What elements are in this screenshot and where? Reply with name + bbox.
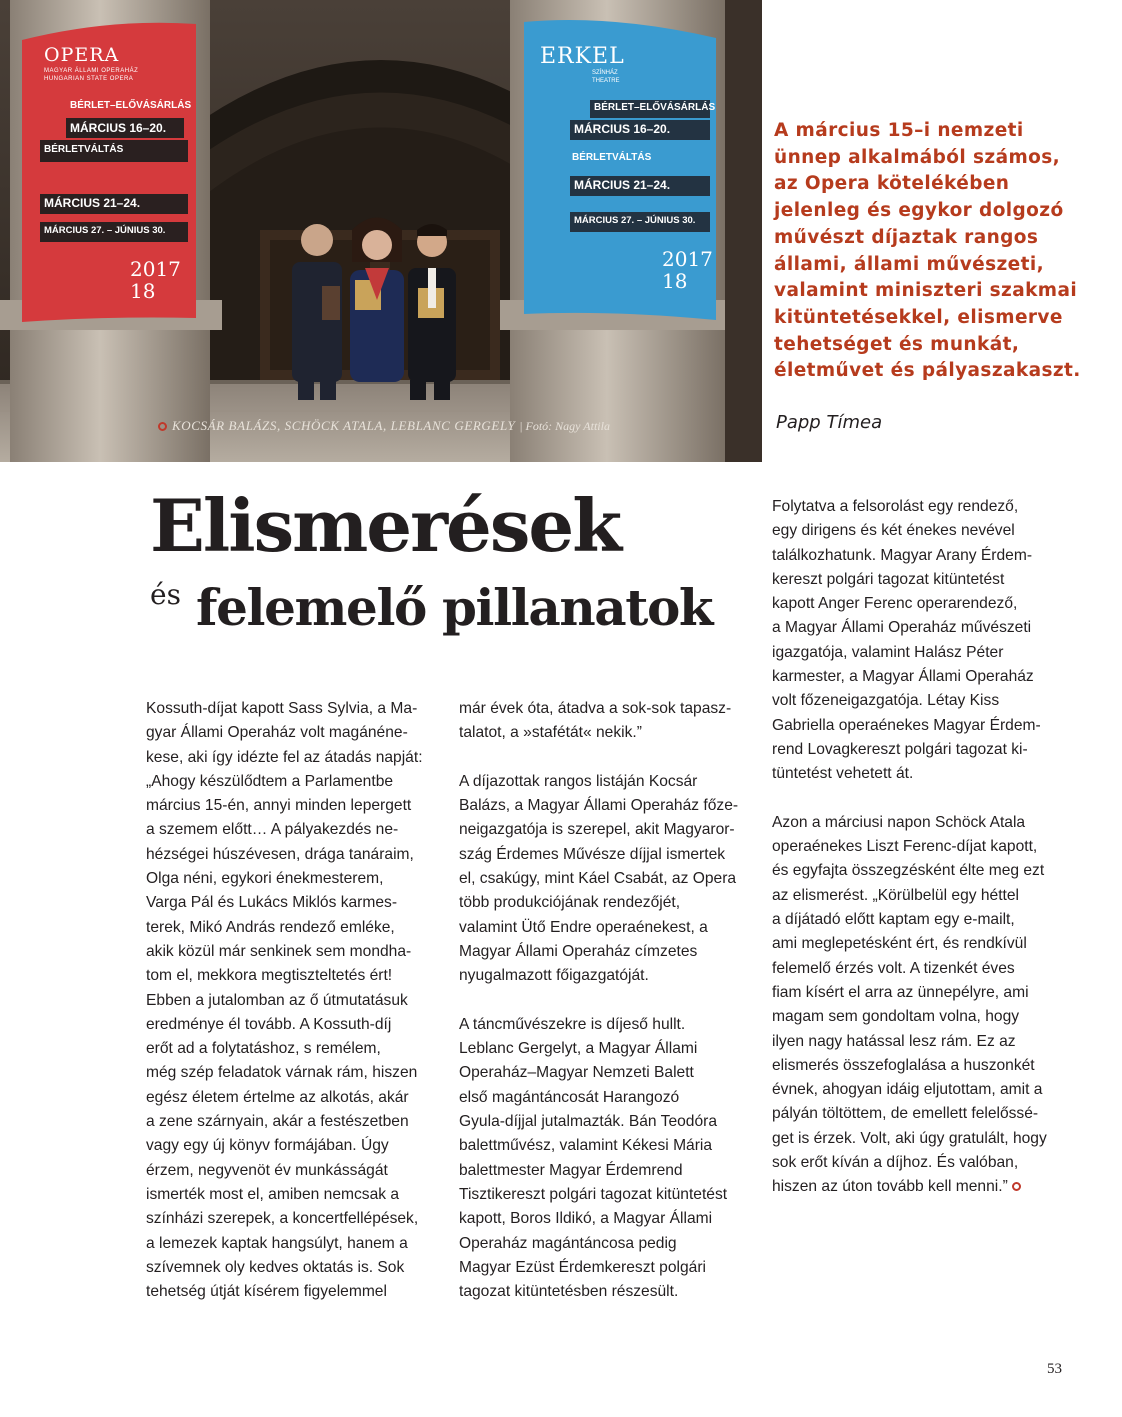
text-line: A díjazottak rangos listáján Kocsár — [459, 772, 698, 790]
text-line: akik közül már senkinek sem mondha- — [146, 942, 412, 960]
text-line: Tisztikereszt polgári tagozat kitüntetést — [459, 1185, 728, 1203]
lead-line: életművet és pályaszakaszt. — [774, 360, 1081, 382]
text-line: már évek óta, átadva a sok-sok tapasz- — [459, 700, 732, 717]
text-line: neigazgatója is szerepel, akit Magyaror- — [459, 821, 735, 839]
text-line: gyar Állami Operaház volt magánéne- — [146, 724, 408, 742]
banner-right-line2: MÁRCIUS 16–20. — [574, 122, 671, 136]
text-line: március 15-én, annyi minden lepergett — [146, 797, 412, 815]
banner-right-sub1: SZÍNHÁZ — [592, 70, 618, 76]
banner-right-season: 2017 18 — [662, 247, 713, 293]
text-line: kapott Anger Ferenc operarendező, — [772, 595, 1018, 613]
lead-line: jelenleg és egykor dolgozó — [774, 200, 1064, 222]
text-line: rend Lovagkereszt polgári tagozat ki- — [772, 740, 1028, 758]
text-line: el, csakúgy, mint Káel Csabát, az Opera — [459, 870, 737, 888]
author-name: Papp Tímea — [776, 412, 883, 433]
text-line: Leblanc Gergelyt, a Magyar Állami — [459, 1040, 698, 1058]
text-line: Gabriella operaénekes Magyar Érdem- — [772, 716, 1041, 734]
article-subtitle: felemelő pillanatok — [196, 578, 713, 637]
lead-line: A március 15–i nemzeti — [774, 120, 1024, 141]
text-line: balettművész, valamint Kékesi Mária — [459, 1137, 713, 1155]
text-line: Varga Pál és Lukács Miklós karmes- — [146, 894, 398, 912]
banner-left-line2: MÁRCIUS 16–20. — [70, 121, 167, 135]
text-line: fiam kísért el arra az ünnepélyre, ami — [772, 983, 1029, 1001]
caption-credit: | Fotó: Nagy Attila — [519, 419, 610, 433]
text-line: volt főzeneigazgatója. Létay Kiss — [772, 692, 1000, 710]
banner-right-line3: BÉRLETVÁLTÁS — [572, 152, 652, 163]
lead-line: ünnep alkalmából számos, — [774, 146, 1061, 168]
text-line: terek, Mikó András rendező emléke, — [146, 918, 395, 936]
text-line: igazgatója, valamint Halász Péter — [772, 643, 1004, 661]
text-line: évnek, ahogyan idáig eljutottam, amit a — [772, 1081, 1043, 1099]
banner-left-sub1: MAGYAR ÁLLAMI OPERAHÁZ — [44, 68, 139, 74]
banner-right-sub2: THEATRE — [592, 78, 620, 84]
banner-right-line5: MÁRCIUS 27. – JÚNIUS 30. — [574, 215, 696, 226]
banner-left-line5: MÁRCIUS 27. – JÚNIUS 30. — [44, 225, 166, 236]
text-line: Azon a márciusi napon Schöck Atala — [772, 813, 1026, 831]
text-line: Operaház–Magyar Nemzeti Balett — [459, 1064, 694, 1082]
text-line: ami meglepetésként ért, és rendkívül — [772, 935, 1027, 953]
text-line: tehetség útját kísérem figyelemmel — [146, 1283, 387, 1301]
page-number: 53 — [1047, 1361, 1062, 1377]
text-line: még szép feladatok várnak rám, hiszen — [146, 1064, 418, 1082]
text-line: Balázs, a Magyar Állami Operaház főze- — [459, 797, 739, 815]
text-line: magam sem gondoltam volna, hogy — [772, 1008, 1020, 1026]
text-line: több produkciójának rendezőjét, — [459, 894, 681, 912]
text-line: a díjátadó előtt kaptam egy e-mailt, — [772, 911, 1015, 929]
banner-right-logo: ERKEL — [540, 44, 625, 69]
lead-paragraph — [774, 118, 1104, 385]
text-line: elismerés összefoglalása a huszonkét — [772, 1056, 1035, 1074]
article-title: Elismerések — [150, 483, 621, 568]
text-line: ilyen nagy hatással lesz rám. Ez az — [772, 1032, 1016, 1050]
text-line: Magyar Állami Operaház címzetes — [459, 942, 698, 960]
banner-left-season: 2017 18 — [130, 257, 181, 303]
text-line: Operaház magántáncosa pedig — [459, 1234, 677, 1252]
text-line: Gyula-díjjal jutalmazták. Bán Teodóra — [459, 1113, 718, 1131]
text-line: a Magyar Állami Operaház művészeti — [772, 619, 1032, 637]
people — [292, 218, 456, 401]
text-line: Ebben a jutalomban az ő útmutatásuk — [146, 991, 408, 1009]
hero-photo — [0, 0, 762, 462]
text-line-last — [772, 1175, 1092, 1199]
body-column-3 — [772, 495, 1092, 1200]
text-line: hézségei húszévesen, drága tanáraim, — [146, 845, 414, 863]
text-line: a zene szárnyain, akár a festészetben — [146, 1113, 409, 1131]
text-line: a szemem előtt… A pályakezdés ne- — [146, 821, 399, 839]
text-line: egy dirigens és két énekes nevével — [772, 522, 1015, 540]
text-line: találkozhatunk. Magyar Arany Érdem- — [772, 546, 1033, 564]
text-line: „Ahogy készülődtem a Parlamentbe — [146, 772, 394, 790]
text-line: sok erőt kíván a díjhoz. És valóban, — [772, 1154, 1019, 1172]
text-line: valamint Ütő Endre operaénekest, a — [459, 918, 708, 936]
text-line: az elismerést. „Körülbelül egy héttel — [772, 886, 1020, 904]
text-line: Olga néni, egykori énekmesterem, — [146, 870, 384, 888]
text-line: a lemezek kaptak hangsúlyt, hanem a — [146, 1234, 408, 1252]
text-line: felemelő érzés volt. A tizenkét éves — [772, 959, 1015, 977]
banner-right-line4: MÁRCIUS 21–24. — [574, 178, 671, 192]
lead-line: tehetséget és munkát, — [774, 333, 1020, 355]
body-column-1 — [146, 697, 446, 1304]
text-line: vagy egy új könyv formájában. Úgy — [146, 1137, 389, 1155]
text-line: Kossuth-díjat kapott Sass Sylvia, a Ma- — [146, 700, 418, 717]
photo-caption — [158, 418, 610, 434]
lead-line: művészt díjaztak rangos — [774, 226, 1039, 248]
text-line: eredménye él tovább. A Kossuth-díj — [146, 1015, 392, 1033]
lead-line: kitüntetésekkel, elismerve — [774, 306, 1063, 328]
body-column-2 — [459, 697, 759, 1304]
text-line: egész életem értelme az alkotás, akár — [146, 1088, 409, 1106]
banner-left-line3: BÉRLETVÁLTÁS — [44, 144, 124, 155]
text-line: ismerték most el, amiben nemcsak a — [146, 1185, 400, 1203]
text-line: A táncművészekre is díjeső hullt. — [459, 1015, 686, 1033]
caption-names: KOCSÁR BALÁZS, SCHÖCK ATALA, LEBLANC GERGELY — [172, 418, 516, 433]
caption-marker-icon — [158, 422, 167, 431]
text-line: érzem, negyvenöt év munkásságát — [146, 1161, 388, 1179]
text-line: tagozat kitüntetésben részesült. — [459, 1283, 679, 1301]
text-line: karmester, a Magyar Állami Operaház — [772, 668, 1034, 686]
banner-left-line4: MÁRCIUS 21–24. — [44, 196, 141, 210]
text-line: és egyfajta összegzésként élte meg ezt — [772, 862, 1045, 880]
text-line: kereszt polgári tagozat kitüntetést — [772, 570, 1005, 588]
banner-right-line1: BÉRLET–ELŐVÁSÁRLÁS — [594, 102, 716, 113]
text-line: balettmester Magyar Érdemrend — [459, 1161, 683, 1179]
text-line: Folytatva a felsorolást egy rendező, — [772, 498, 1019, 515]
text-line: kapott, Boros Ildikó, a Magyar Állami — [459, 1210, 713, 1228]
text-line: pályán töltöttem, de emellett felelőssé- — [772, 1105, 1039, 1123]
text-line: első magántáncosát Harangozó — [459, 1088, 680, 1106]
final-line: hiszen az úton tovább kell menni.” — [772, 1178, 1008, 1196]
text-line: talatot, a »stafétát« nekik.” — [459, 724, 642, 742]
text-line: get is érzek. Volt, aki úgy gratulált, hogy — [772, 1129, 1047, 1147]
text-line: operaénekes Liszt Ferenc-díjat kapott, — [772, 838, 1038, 856]
text-line: szívemnek oly kedves oktatás is. Sok — [146, 1258, 405, 1276]
text-line: tüntetést vehetett át. — [772, 765, 914, 783]
lead-line: állami, állami művészeti, — [774, 253, 1045, 275]
text-line: erőt ad a folytatáshoz, s remélem, — [146, 1040, 381, 1058]
lead-line: valamint miniszteri szakmai — [774, 280, 1078, 302]
end-of-article-icon — [1012, 1182, 1021, 1191]
lead-line: az Opera kötelékében — [774, 173, 1010, 195]
title-connector: és — [150, 578, 181, 611]
text-line: tom el, mekkora megtiszteltetés ért! — [146, 967, 393, 985]
text-line: Magyar Ezüst Érdemkereszt polgári — [459, 1258, 706, 1276]
text-line: színházi szerepek, a koncertfellépések, — [146, 1210, 419, 1228]
banner-left-logo: OPERA — [44, 44, 120, 66]
banner-left-line1: BÉRLET–ELŐVÁSÁRLÁS — [70, 100, 192, 111]
text-line: szág Érdemes Művésze díjjal ismertek — [459, 845, 726, 863]
text-line: kese, aki így idézte fel az átadás napját: — [146, 748, 423, 766]
text-line: nyugalmazott főigazgatóját. — [459, 967, 649, 985]
banner-left-sub2: HUNGARIAN STATE OPERA — [44, 76, 134, 82]
